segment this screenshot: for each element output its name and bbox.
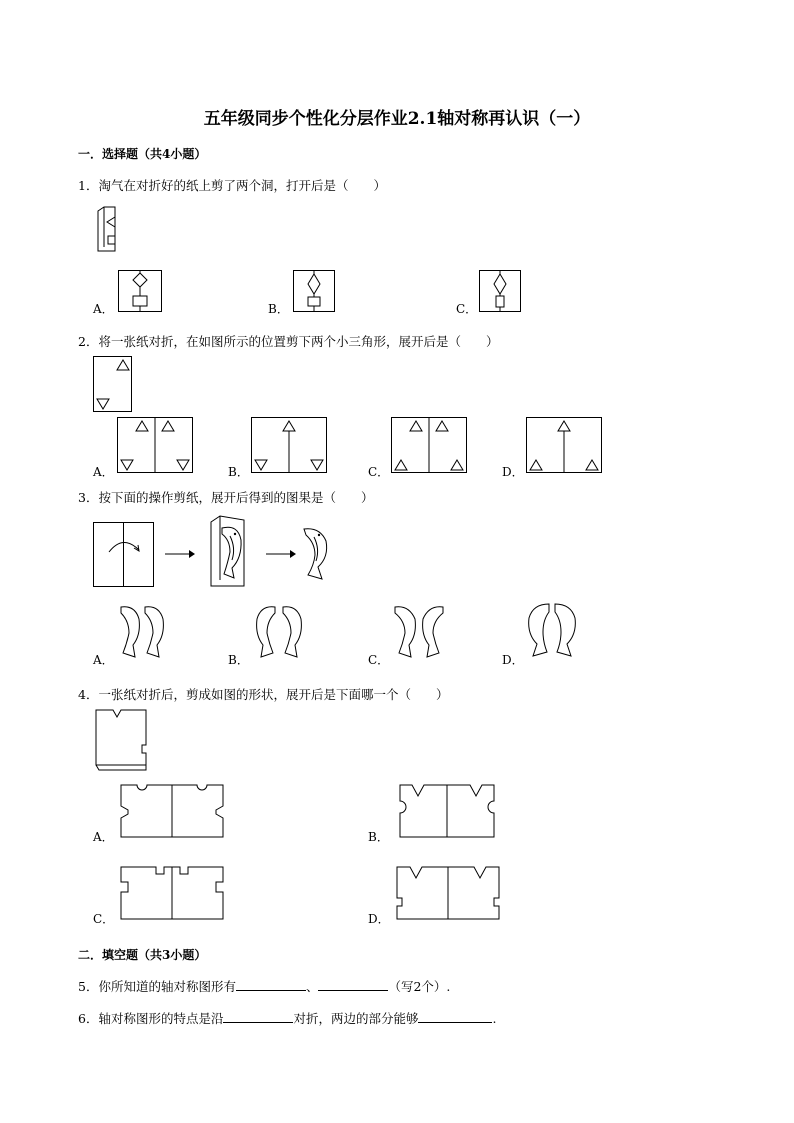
q3-option-b-figure[interactable] [251,603,307,661]
q2-option-a-label[interactable]: A． [93,465,114,479]
q2-option-d-figure[interactable] [526,417,602,473]
q2-option-d-label[interactable]: D． [502,465,524,479]
q4-option-a-label[interactable]: A． [93,830,114,844]
q3-option-a-figure[interactable] [117,603,167,661]
q1-option-b-label[interactable]: B． [268,302,289,316]
section-heading-choice: 一．选择题（共4小题） [78,147,207,161]
q4-option-b-figure[interactable] [394,784,500,838]
section-heading-fill: 二．填空题（共3小题） [78,948,207,962]
q4-option-d-label[interactable]: D． [368,912,390,926]
q1-option-b-figure[interactable] [293,270,335,312]
q1-option-a-figure[interactable] [118,270,162,312]
q3-arrow-icon-1 [165,549,195,559]
q4-option-c-label[interactable]: C． [93,912,115,926]
q4-option-d-figure[interactable] [396,866,500,920]
q5-blank-2[interactable] [318,978,388,991]
question-4: 4．一张纸对折后，剪成如图的形状，展开后是下面哪一个（ ） [78,687,449,702]
page-title: 五年级同步个性化分层作业2.1轴对称再认识（一） [203,109,591,129]
q3-option-c-label[interactable]: C． [368,653,390,667]
q2-option-c-figure[interactable] [391,417,467,473]
q5-separator: 、 [305,979,319,994]
q1-option-c-figure[interactable] [479,270,521,312]
q3-option-c-figure[interactable] [391,603,447,661]
q4-option-a-figure[interactable] [120,784,224,838]
q6-prefix: 6．轴对称图形的特点是沿 [78,1011,224,1026]
q3-arrow-icon-2 [266,549,296,559]
q6-suffix: . [492,1011,497,1026]
q1-folded-paper-figure [95,205,121,253]
q2-option-b-label[interactable]: B． [228,465,249,479]
question-5 [78,977,450,995]
q3-folded-dolphin-figure [208,514,248,588]
q3-option-b-label[interactable]: B． [228,653,249,667]
q2-option-a-figure[interactable] [117,417,193,473]
q5-blank-1[interactable] [236,978,306,991]
q5-prefix: 5．你所知道的轴对称图形有 [78,979,236,994]
q1-option-c-label[interactable]: C． [456,302,478,316]
question-3: 3．按下面的操作剪纸，展开后得到的图果是（ ） [78,490,374,505]
question-6 [78,1009,496,1027]
q4-option-c-figure[interactable] [120,866,224,920]
q6-blank-1[interactable] [223,1010,293,1023]
q3-dolphin-figure [300,525,330,585]
q3-paper-fold-figure [93,522,155,588]
q6-middle: 对折，两边的部分能够 [293,1011,419,1026]
q2-option-c-label[interactable]: C． [368,465,390,479]
question-1: 1．淘气在对折好的纸上剪了两个洞，打开后是（ ） [78,178,386,193]
question-2: 2．将一张纸对折，在如图所示的位置剪下两个小三角形，展开后是（ ） [78,334,499,349]
q2-option-b-figure[interactable] [251,417,327,473]
q5-suffix: （写2个）. [388,979,451,994]
q1-option-a-label[interactable]: A． [93,302,114,316]
q6-blank-2[interactable] [418,1010,492,1023]
q4-folded-cut-figure [95,709,151,771]
q3-option-a-label[interactable]: A． [93,653,114,667]
q2-folded-paper-figure [93,356,133,412]
q3-option-d-label[interactable]: D． [502,653,524,667]
q3-option-d-figure[interactable] [523,600,581,662]
q4-option-b-label[interactable]: B． [368,830,389,844]
